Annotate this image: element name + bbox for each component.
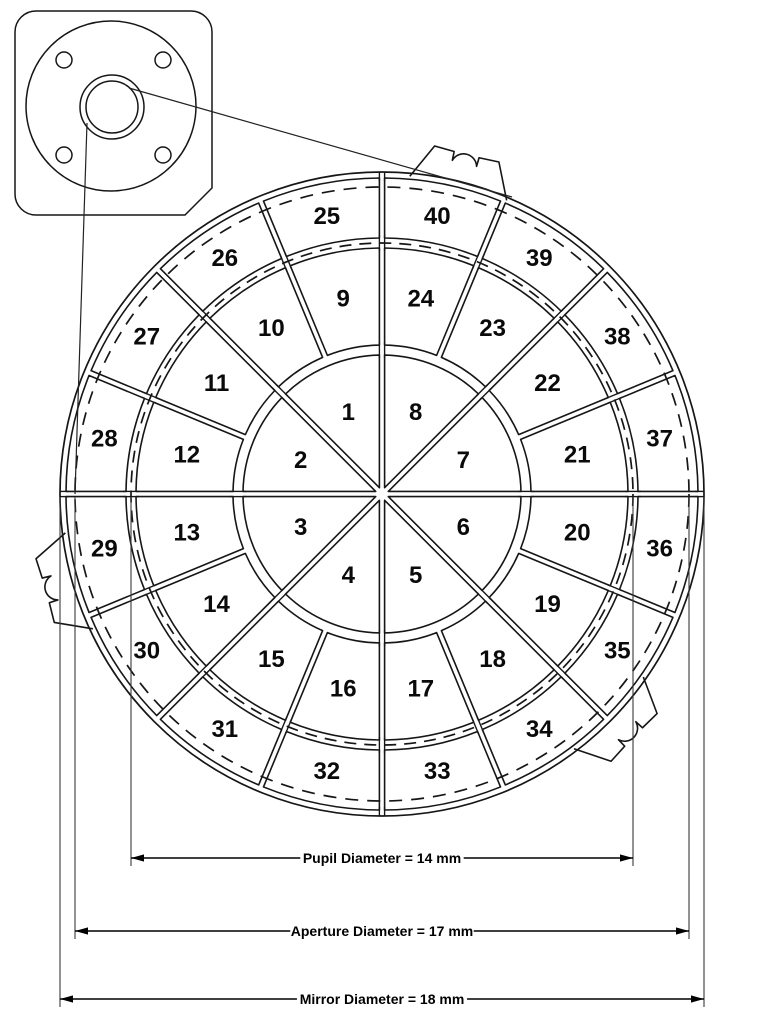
segment-number-label: 9 [336,285,350,313]
segment-number-labels [91,203,673,785]
pupil-dashed-circle [131,243,633,745]
segment-number-label: 7 [456,446,470,474]
segment-number-label: 37 [646,425,673,453]
segment-number-label: 22 [534,369,561,397]
dimension-label: Pupil Diameter = 14 mm [302,850,462,866]
dimension-arrow-left [60,995,73,1002]
segment-number-label: 25 [313,202,341,230]
aperture-dashed-circle [75,187,689,801]
segment-number-label: 32 [313,758,341,786]
bore-outer-circle [80,75,144,139]
mirror-segments [66,178,698,810]
segment-number-label: 15 [258,646,285,673]
screw-hole [56,147,72,163]
segment-number-label: 5 [409,561,423,589]
segment-number-label: 33 [423,758,451,786]
segment-number-label: 34 [525,715,553,743]
segment-number-label: 16 [329,675,357,703]
dimension-arrow-right [620,854,633,861]
segment-number-label: 3 [294,514,308,542]
segment-number-label: 2 [294,446,308,474]
screw-hole [155,52,171,68]
segment-number-label: 20 [563,519,591,547]
dimension-arrow-left [131,854,144,861]
dimension-arrow-left [75,927,88,934]
segment-number-label: 18 [479,646,506,673]
dimension-label: Mirror Diameter = 18 mm [299,991,465,1007]
segment-number-label: 28 [91,425,118,453]
mount-plate-outline [15,11,212,215]
segment-number-label: 8 [409,399,423,427]
leader-line [129,88,512,197]
segment-number-label: 1 [341,399,355,427]
segment-number-label: 23 [479,315,506,342]
segment-number-label: 26 [211,245,239,273]
segment-number-label: 39 [525,245,553,273]
segment-number-label: 38 [603,323,631,351]
segment-number-label: 10 [258,315,285,342]
segment-number-label: 29 [91,535,118,563]
segment-number-label: 4 [341,561,355,589]
segment-number-label: 19 [534,591,561,619]
screw-hole [56,52,72,68]
segment-number-label: 31 [211,715,239,743]
segment-number-label: 30 [133,637,161,665]
segment-number-label: 21 [563,441,591,469]
segment-number-label: 11 [203,369,230,397]
segment-number-label: 40 [423,202,451,230]
dimension-arrow-right [676,927,689,934]
segment-number-label: 14 [203,591,230,619]
segment-number-label: 27 [133,323,161,351]
mount-boss-circle [26,21,196,191]
segment-number-label: 35 [603,637,631,665]
screw-hole [155,147,171,163]
dimension-label: Aperture Diameter = 17 mm [290,923,474,939]
dimension-arrow-right [691,995,704,1002]
segment-number-label: 24 [407,285,435,313]
segment-number-label: 36 [646,535,673,563]
segment-number-label: 13 [173,519,201,547]
segment-number-label: 17 [407,675,435,703]
segment-number-label: 6 [456,514,470,542]
segment-number-label: 12 [173,441,201,469]
